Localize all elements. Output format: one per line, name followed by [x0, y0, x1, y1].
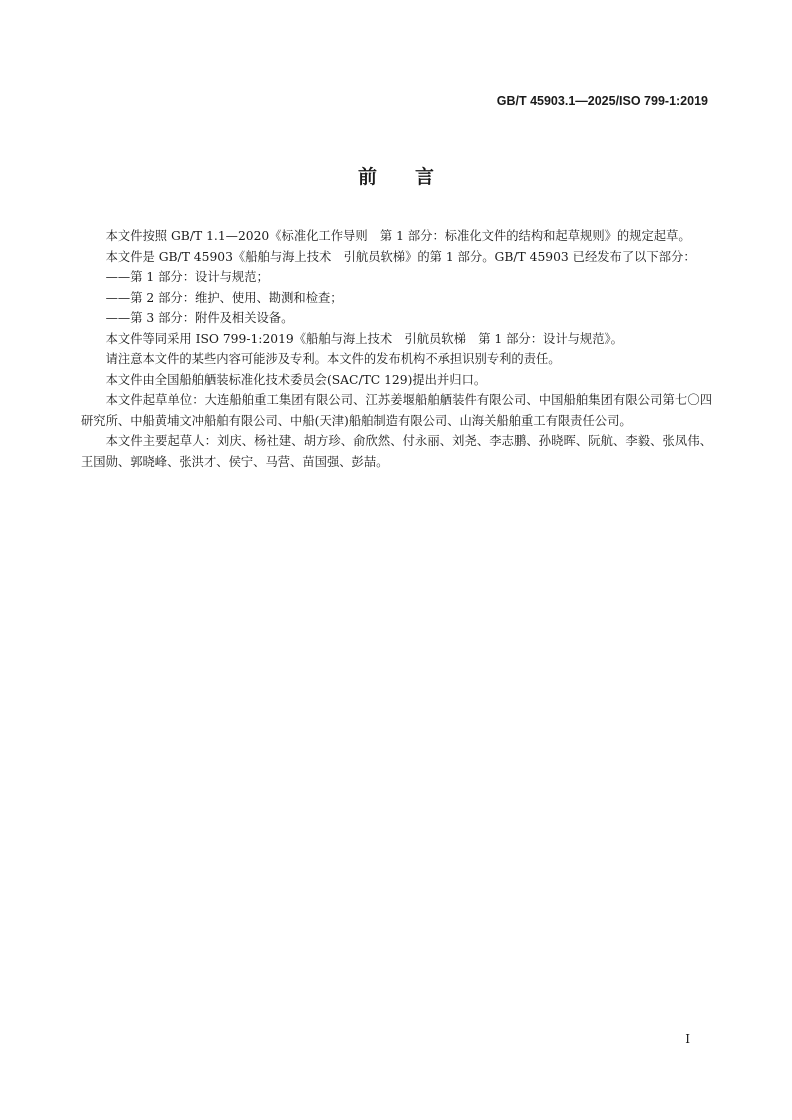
standard-number-header: GB/T 45903.1—2025/ISO 799-1:2019 — [496, 94, 708, 108]
paragraph-iso-adoption: 本文件等同采用 ISO 799-1:2019《船舶与海上技术 引航员软梯 第 1 部分：设计与规范》。 — [105, 331, 623, 346]
paragraph-committee: 本文件由全国船舶舾装标准化技术委员会(SAC/TC 129)提出并归口。 — [105, 372, 487, 387]
page-title: 前 言 — [357, 166, 434, 188]
page-number: I — [685, 1032, 690, 1046]
list-item-part-1: ——第 1 部分：设计与规范； — [105, 270, 269, 284]
paragraph-drafting-rules: 本文件按照 GB/T 1.1—2020《标准化工作导则 第 1 部分：标准化文件的结构和起草规则》的规定起草。 — [105, 229, 691, 243]
list-item-part-3: ——第 3 部分：附件及相关设备。 — [105, 311, 294, 325]
list-item-part-2: ——第 2 部分：维护、使用、勘测和检查； — [105, 290, 343, 305]
paragraph-drafters: 本文件主要起草人：刘庆、杨社建、胡方珍、俞欣然、付永丽、刘尧、李志鹏、孙晓晖、阮航、李毅、张凤伟、王国勋、郭晓峰、张洪才、侯宁、马营、苗国强、彭喆。 — [81, 434, 712, 469]
foreword-body — [81, 226, 712, 472]
paragraph-patent-notice: 请注意本文件的某些内容可能涉及专利。本文件的发布机构不承担识别专利的责任。 — [105, 352, 561, 366]
paragraph-series-intro: 本文件是 GB/T 45903《船舶与海上技术 引航员软梯》的第 1 部分。GB/T 45903 已经发布了以下部分： — [105, 249, 696, 264]
paragraph-drafting-units: 本文件起草单位：大连船舶重工集团有限公司、江苏姜堰船舶舾装件有限公司、中国船舶集团有限公司第七〇四研究所、中船黄埔文冲船舶有限公司、中船(天津)船舶制造有限公司、山海关船舶重工有限责任公司。 — [81, 393, 712, 428]
